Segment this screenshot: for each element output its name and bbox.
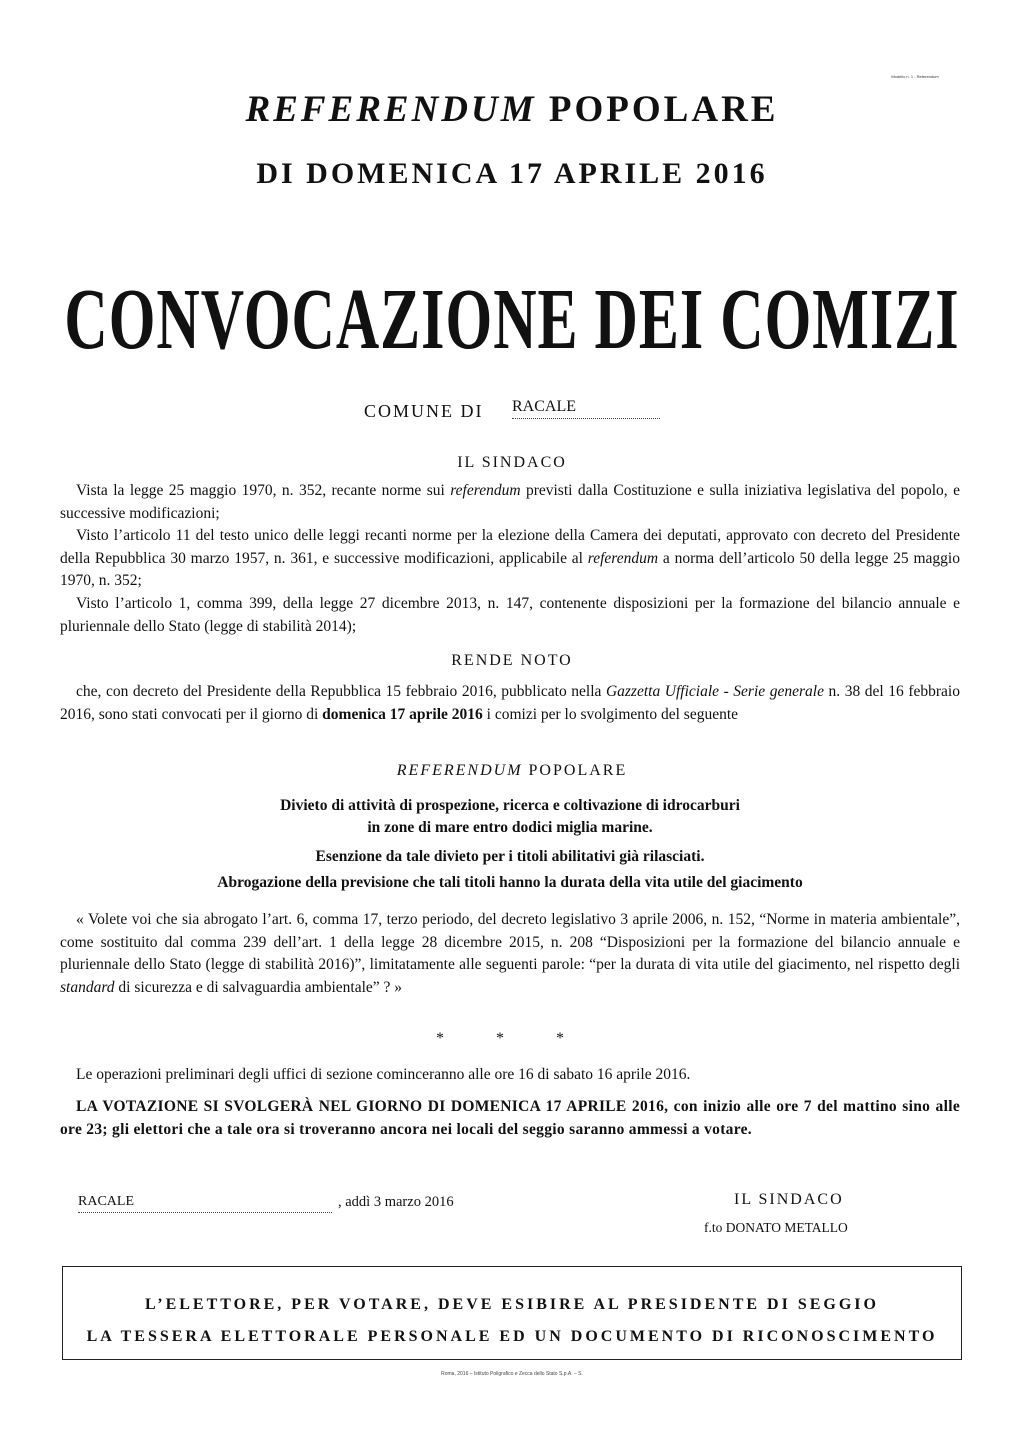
vista-2-text-a: Visto l’articolo 11 del testo unico delle leggi recanti norme per la elezione della Camera dei deputati, approvato con decreto del Presidente della Repubblica 30 marzo 1957, n. 361, e successive modificazioni, applicabile al (60, 527, 960, 567)
vista-1-text-a: Vista la legge 25 maggio 1970, n. 352, recante norme sui (76, 482, 451, 499)
elector-notice-box (62, 1266, 962, 1360)
vista-paragraph-1 (60, 480, 960, 525)
comune-value: RACALE (512, 396, 660, 419)
subject-line-4: Abrogazione della previsione che tali titoli hanno la durata della vita utile del giacimento (217, 874, 803, 891)
vista-1-text-b: previsti dalla Costituzione e sulla iniziativa legislativa del popolo, e successive modificazioni; (60, 482, 960, 522)
vista-paragraph-2 (60, 525, 960, 593)
printer-footer: Roma, 2016 – Istituto Poligrafico e Zecca dello Stato S.p.A. – S. (441, 1371, 583, 1377)
votazione-paragraph: LA VOTAZIONE SI SVOLGERÀ NEL GIORNO DI DOMENICA 17 APRILE 2016, con inizio alle ore 7 del mattino sino alle ore 23; gli elettori che a tale ora si troveranno ancora nei locali del seggio saranno ammessi a votare. (60, 1098, 960, 1138)
signature-name: f.to DONATO METALLO (704, 1220, 848, 1235)
title-referendum-italic: REFERENDUM (245, 89, 537, 130)
form-code: Modello n. 1 - Referendum (891, 74, 939, 79)
referendum-heading-italic: REFERENDUM (396, 762, 523, 779)
separator-stars: * * * (436, 1030, 588, 1047)
title-referendum-rest: POPOLARE (548, 89, 779, 130)
subject-line-1: Divieto di attività di prospezione, ricerca e coltivazione di idrocarburi (280, 797, 740, 814)
decreto-italic: Gazzetta Ufficiale - Serie generale (605, 683, 824, 700)
signature-date: , addì 3 marzo 2016 (338, 1194, 454, 1210)
title-referendum (0, 88, 1024, 132)
quesito-paragraph (60, 909, 960, 999)
decreto-text-b: n. 38 del 16 febbraio 2016, sono stati convocati per il giorno di (60, 683, 960, 723)
comune-label: COMUNE DI (364, 401, 484, 421)
decreto-text-c: i comizi per lo svolgimento del seguente (482, 705, 739, 723)
vista-1-italic: referendum (450, 482, 521, 499)
quesito-text-b: di sicurezza e di salvaguardia ambientale” ? » (114, 978, 403, 996)
decreto-text-a: che, con decreto del Presidente della Repubblica 15 febbraio 2016, pubblicato nella (76, 683, 606, 700)
title-date: DI DOMENICA 17 APRILE 2016 (256, 157, 768, 190)
vista-2-text-b: a norma dell’articolo 50 della legge 25 maggio 1970, n. 352; (60, 549, 960, 589)
quesito-italic: standard (60, 978, 115, 996)
referendum-heading (0, 760, 1024, 782)
decreto-paragraph (60, 681, 960, 726)
vista-paragraph-3: Visto l’articolo 1, comma 399, della legge 27 dicembre 2013, n. 147, contenente disposizioni per la formazione del bilancio annuale e pluriennale dello Stato (legge di stabilità 2014); (60, 595, 960, 635)
subject-line-3: Esenzione da tale divieto per i titoli abilitativi già rilasciati. (315, 848, 705, 865)
referendum-heading-rest: POPOLARE (528, 762, 628, 779)
sindaco-heading: IL SINDACO (457, 454, 567, 471)
decreto-bold-date: domenica 17 aprile 2016 (322, 705, 483, 723)
notice-line-1: L’ELETTORE, PER VOTARE, DEVE ESIBIRE AL PRESIDENTE DI SEGGIO (145, 1296, 879, 1313)
operazioni-paragraph: Le operazioni preliminari degli uffici di sezione cominceranno alle ore 16 di sabato 16 aprile 2016. (76, 1066, 691, 1083)
rende-noto-heading: RENDE NOTO (451, 652, 573, 669)
notice-line-2: LA TESSERA ELETTORALE PERSONALE ED UN DOCUMENTO DI RICONOSCIMENTO (86, 1328, 938, 1345)
signature-place: RACALE (78, 1192, 332, 1213)
signature-title: IL SINDACO (734, 1191, 844, 1208)
page-title: CONVOCAZIONE DEI COMIZI (64, 271, 960, 367)
subject-line-2: in zone di mare entro dodici miglia marine. (367, 819, 653, 836)
vista-2-italic: referendum (587, 549, 659, 567)
quesito-text-a: « Volete voi che sia abrogato l’art. 6, comma 17, terzo periodo, del decreto legislativo 3 aprile 2006, n. 152, “Norme in materia ambientale”, come sostituito dal comma 239 dell’art. 1 della legge 28 dicembre 2015, n. 208 “Disposizioni per la formazione del bilancio annuale e pluriennale dello Stato (legge di stabilità 2016)”, limitatamente alle seguenti parole: “per la durata di vita utile del giacimento, nel rispetto degli (60, 911, 960, 973)
